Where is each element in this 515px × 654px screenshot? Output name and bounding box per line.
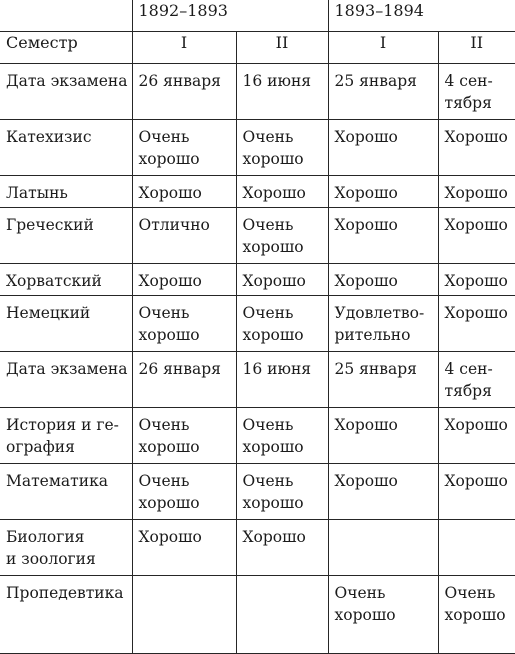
grade-cell — [132, 296, 236, 352]
grade-text: Очень хорошо — [445, 576, 515, 626]
grade-cell — [132, 464, 236, 520]
grade-cell — [236, 464, 328, 520]
semester-header: II — [438, 32, 515, 64]
subject-label — [0, 352, 132, 408]
grade-cell — [438, 352, 515, 408]
grade-cell — [132, 120, 236, 176]
grade-text: Хорошо — [139, 176, 236, 204]
grade-cell — [328, 176, 438, 208]
grade-cell — [328, 352, 438, 408]
subject-label — [0, 264, 132, 296]
subject-label — [0, 208, 132, 264]
subject-label — [0, 296, 132, 352]
grade-text: Очень хорошо — [243, 208, 328, 258]
grade-text: Хорошо — [243, 264, 328, 292]
semester-label: Семестр — [0, 32, 132, 64]
year-header: 1892–1893 — [132, 0, 328, 32]
grade-text: Удовлетво- рительно — [335, 296, 438, 346]
grade-text: 16 июня — [243, 64, 328, 92]
grade-text: Очень хорошо — [243, 296, 328, 346]
subject-label — [0, 576, 132, 654]
grade-text: Хорошо — [335, 408, 438, 436]
grade-cell — [132, 352, 236, 408]
grade-text: Хорошо — [445, 176, 515, 204]
grade-cell — [328, 520, 438, 576]
grade-cell — [438, 176, 515, 208]
grade-text — [243, 576, 328, 582]
grade-text: 4 сен- тября — [445, 352, 515, 402]
grade-text: Очень хорошо — [139, 296, 236, 346]
grade-cell — [328, 208, 438, 264]
grade-text: Очень хорошо — [139, 120, 236, 170]
grade-cell — [236, 520, 328, 576]
grade-text: Хорошо — [139, 520, 236, 548]
grade-text — [445, 520, 515, 526]
grade-cell — [438, 120, 515, 176]
grade-cell — [132, 64, 236, 120]
subject-label-text: Дата экзамена — [6, 352, 132, 380]
grade-cell — [328, 464, 438, 520]
grade-text: Хорошо — [445, 408, 515, 436]
grade-cell — [132, 264, 236, 296]
grade-text — [139, 576, 236, 582]
grade-text: Хорошо — [445, 264, 515, 292]
grade-cell — [236, 208, 328, 264]
subject-label — [0, 176, 132, 208]
grade-text: Хорошо — [335, 208, 438, 236]
subject-label-text: Греческий — [6, 208, 132, 236]
grade-text: Хорошо — [445, 208, 515, 236]
subject-label-text: Биология и зоология — [6, 520, 132, 570]
grade-rows — [0, 64, 515, 654]
subject-label-text: Латынь — [6, 176, 132, 204]
grade-cell — [132, 176, 236, 208]
grade-cell — [328, 264, 438, 296]
table-row — [0, 576, 515, 654]
grade-cell — [438, 576, 515, 654]
grade-cell — [438, 408, 515, 464]
table-row — [0, 120, 515, 176]
grade-text: Хорошо — [335, 120, 438, 148]
grade-text: Очень хорошо — [139, 464, 236, 514]
grade-text: Отлично — [139, 208, 236, 236]
grade-cell — [236, 120, 328, 176]
grade-text: 26 января — [139, 352, 236, 380]
table-row — [0, 208, 515, 264]
grade-text: Очень хорошо — [243, 120, 328, 170]
grade-text: Очень хорошо — [139, 408, 236, 458]
grade-cell — [236, 296, 328, 352]
grade-text: Хорошо — [335, 264, 438, 292]
grade-cell — [438, 296, 515, 352]
subject-label-text: Дата экзамена — [6, 64, 132, 92]
semester-header: II — [236, 32, 328, 64]
grade-text: 25 января — [335, 64, 438, 92]
table-row — [0, 296, 515, 352]
grade-cell — [438, 208, 515, 264]
semester-header: I — [328, 32, 438, 64]
subject-label-text: Катехизис — [6, 120, 132, 148]
grade-cell — [438, 64, 515, 120]
grade-text: Хорошо — [445, 296, 515, 324]
table-row — [0, 264, 515, 296]
grade-text: Хорошо — [335, 176, 438, 204]
grade-cell — [438, 264, 515, 296]
grade-text: Хорошо — [243, 520, 328, 548]
subject-label — [0, 464, 132, 520]
grade-text: Хорошо — [445, 464, 515, 492]
subject-label — [0, 520, 132, 576]
grade-text: Хорошо — [139, 264, 236, 292]
grade-cell — [236, 408, 328, 464]
corner-cell — [0, 0, 132, 32]
subject-label-text: Немецкий — [6, 296, 132, 324]
grade-text: Очень хорошо — [243, 464, 328, 514]
grade-cell — [132, 208, 236, 264]
grade-cell — [236, 576, 328, 654]
table-row — [0, 176, 515, 208]
grade-text: 4 сен- тября — [445, 64, 515, 114]
grade-text: Хорошо — [243, 176, 328, 204]
grade-cell — [438, 464, 515, 520]
grade-text: Хорошо — [335, 464, 438, 492]
subject-label — [0, 120, 132, 176]
subject-label-text: История и ге- ография — [6, 408, 132, 458]
grade-cell — [328, 296, 438, 352]
grade-text: Очень хорошо — [243, 408, 328, 458]
table-row — [0, 520, 515, 576]
grade-text: 26 января — [139, 64, 236, 92]
semester-header: I — [132, 32, 236, 64]
grade-cell — [236, 264, 328, 296]
subject-label-text: Математика — [6, 464, 132, 492]
grade-cell — [132, 408, 236, 464]
year-header-row — [0, 0, 515, 32]
grade-cell — [438, 520, 515, 576]
table-row — [0, 464, 515, 520]
table-row — [0, 352, 515, 408]
grade-cell — [132, 520, 236, 576]
grade-text: 25 января — [335, 352, 438, 380]
grade-cell — [236, 352, 328, 408]
year-header: 1893–1894 — [328, 0, 515, 32]
grade-cell — [236, 176, 328, 208]
grade-cell — [328, 576, 438, 654]
grade-cell — [328, 120, 438, 176]
grade-cell — [236, 64, 328, 120]
subject-label — [0, 64, 132, 120]
grade-cell — [328, 64, 438, 120]
table-row — [0, 64, 515, 120]
grade-text: 16 июня — [243, 352, 328, 380]
grade-text: Хорошо — [445, 120, 515, 148]
subject-label-text: Пропедевтика — [6, 576, 132, 604]
subject-label-text: Хорватский — [6, 264, 132, 292]
grade-cell — [132, 576, 236, 654]
grade-cell — [328, 408, 438, 464]
grade-text: Очень хорошо — [335, 576, 438, 626]
subject-label — [0, 408, 132, 464]
table-row — [0, 408, 515, 464]
grade-text — [335, 520, 438, 526]
semester-header-row — [0, 32, 515, 64]
